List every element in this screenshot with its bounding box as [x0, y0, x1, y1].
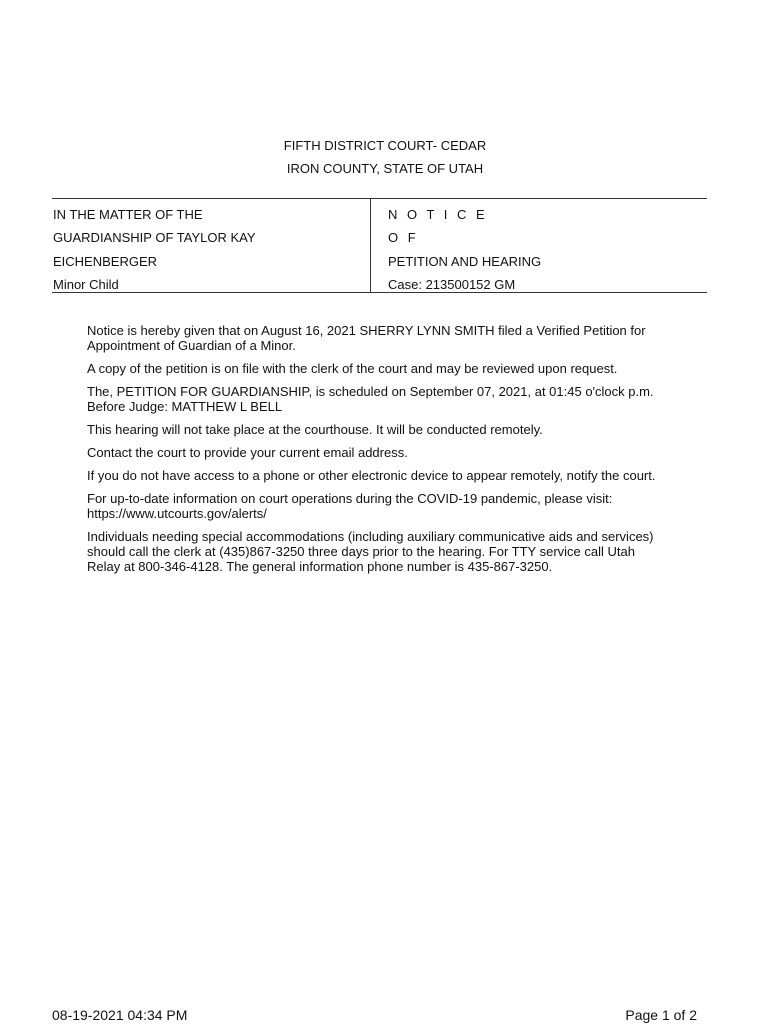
paragraph-line: Individuals needing special accommodations (including auxiliary communicative aids and services)	[87, 529, 654, 544]
notice-paragraph-email	[87, 445, 702, 460]
caption-divider	[370, 199, 371, 292]
paragraph-line: Relay at 800-346-4128. The general information phone number is 435-867-3250.	[87, 559, 553, 574]
paragraph-line: The, PETITION FOR GUARDIANSHIP, is scheduled on September 07, 2021, at 01:45 o'clock p.m.	[87, 384, 654, 399]
case-caption	[52, 198, 707, 293]
footer-timestamp: 08-19-2021 04:34 PM	[52, 1007, 188, 1023]
paragraph-line: Contact the court to provide your current email address.	[87, 445, 408, 460]
notice-body	[87, 323, 702, 582]
paragraph-line: For up-to-date information on court operations during the COVID-19 pandemic, please visit:	[87, 491, 613, 506]
court-name-line-1: FIFTH DISTRICT COURT- CEDAR	[283, 138, 487, 153]
notice-paragraph-access	[87, 468, 702, 483]
notice-paragraph-schedule	[87, 384, 702, 414]
footer-page-number: Page 1 of 2	[625, 1007, 697, 1023]
paragraph-line: https://www.utcourts.gov/alerts/	[87, 506, 267, 521]
caption-case-number: Case: 213500152 GM	[388, 277, 516, 292]
caption-matter-line-4: Minor Child	[53, 277, 119, 292]
court-name-line-2: IRON COUNTY, STATE OF UTAH	[286, 161, 484, 176]
notice-paragraph-accommodations	[87, 529, 702, 574]
paragraph-line: Notice is hereby given that on August 16, 2021 SHERRY LYNN SMITH filed a Verified Petition for	[87, 323, 646, 338]
notice-paragraph-covid	[87, 491, 702, 521]
notice-paragraph-filing	[87, 323, 702, 353]
caption-matter-line-1: IN THE MATTER OF THE	[53, 207, 203, 222]
paragraph-line: Before Judge: MATTHEW L BELL	[87, 399, 283, 414]
paragraph-line: should call the clerk at (435)867-3250 three days prior to the hearing. For TTY service call Utah	[87, 544, 635, 559]
notice-paragraph-copy	[87, 361, 702, 376]
caption-notice-title: N O T I C E	[388, 207, 488, 222]
caption-notice-subject: PETITION AND HEARING	[388, 254, 542, 269]
caption-matter-line-2: GUARDIANSHIP OF TAYLOR KAY	[53, 230, 256, 245]
paragraph-line: Appointment of Guardian of a Minor.	[87, 338, 296, 353]
paragraph-line: A copy of the petition is on file with the clerk of the court and may be reviewed upon request.	[87, 361, 618, 376]
notice-paragraph-remote	[87, 422, 702, 437]
caption-notice-of: O F	[388, 230, 419, 245]
caption-matter-line-3: EICHENBERGER	[53, 254, 158, 269]
paragraph-line: This hearing will not take place at the courthouse. It will be conducted remotely.	[87, 422, 543, 437]
paragraph-line: If you do not have access to a phone or other electronic device to appear remotely, notify the court.	[87, 468, 656, 483]
